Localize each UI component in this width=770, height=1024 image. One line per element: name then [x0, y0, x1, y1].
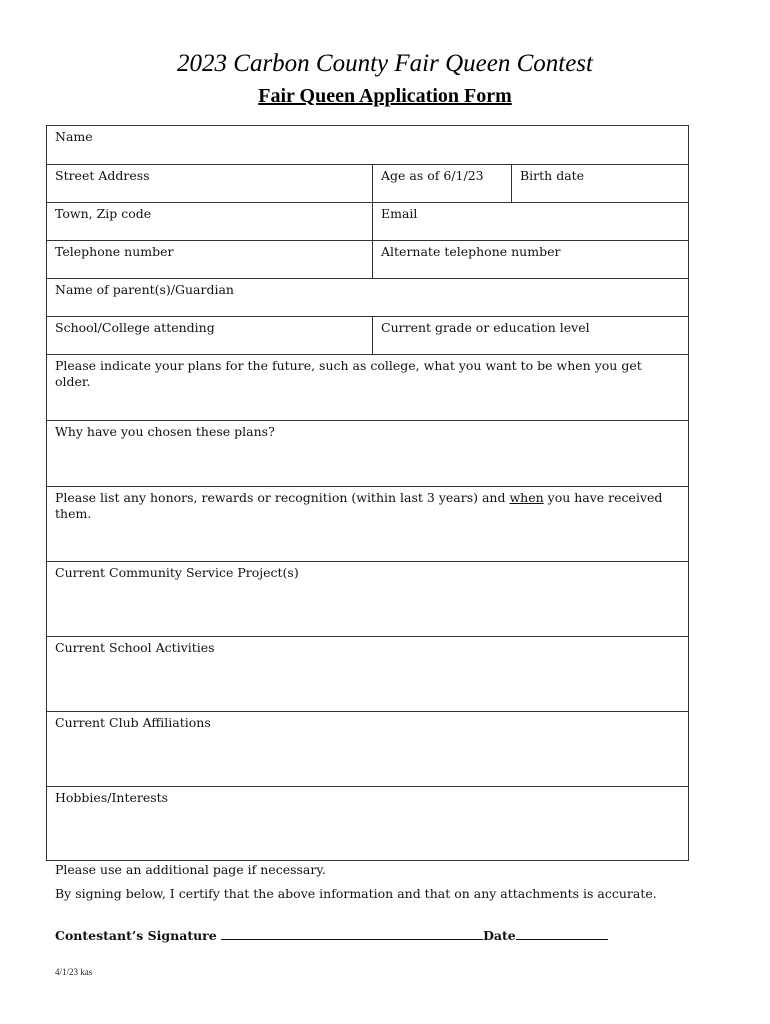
- row-community-service: [47, 561, 688, 636]
- row-address: [47, 164, 688, 202]
- alt-telephone-field[interactable]: [372, 241, 688, 278]
- club-affiliations-field[interactable]: [47, 712, 688, 786]
- street-address-field[interactable]: [47, 165, 372, 202]
- future-plans-label: Please indicate your plans for the future, such as college, what you want to be when you get older.: [55, 358, 642, 389]
- why-plans-label: Why have you chosen these plans?: [55, 424, 275, 439]
- row-parent: [47, 278, 688, 316]
- age-label: Age as of 6/1/23: [381, 168, 484, 183]
- community-service-field[interactable]: [47, 562, 688, 636]
- telephone-label: Telephone number: [55, 244, 174, 259]
- additional-page-note: Please use an additional page if necessary.: [55, 862, 326, 877]
- birth-date-label: Birth date: [520, 168, 585, 183]
- town-zip-field[interactable]: [47, 203, 372, 240]
- alt-telephone-label: Alternate telephone number: [381, 244, 561, 259]
- date-input-line[interactable]: [516, 927, 608, 940]
- hobbies-label: Hobbies/Interests: [55, 790, 169, 805]
- row-school-activities: [47, 636, 688, 711]
- parent-guardian-field[interactable]: [47, 279, 688, 316]
- row-honors: [47, 486, 688, 561]
- row-telephone: [47, 240, 688, 278]
- signature-label: Contestant’s Signature: [55, 928, 222, 943]
- email-label: Email: [381, 206, 418, 221]
- street-address-label: Street Address: [55, 168, 150, 183]
- honors-label-when: when: [509, 490, 544, 505]
- signature-line: [55, 927, 608, 943]
- honors-label-end: you have received them.: [55, 490, 663, 521]
- hobbies-field[interactable]: [47, 787, 688, 860]
- grade-label: Current grade or education level: [381, 320, 590, 335]
- row-school: [47, 316, 688, 354]
- row-future-plans: [47, 354, 688, 420]
- town-zip-label: Town, Zip code: [55, 206, 152, 221]
- certify-statement: By signing below, I certify that the above information and that on any attachments is accurate.: [55, 886, 657, 901]
- row-hobbies: [47, 786, 688, 860]
- name-field[interactable]: [47, 126, 688, 164]
- grade-field[interactable]: [372, 317, 688, 354]
- application-form-table: [46, 125, 689, 861]
- community-service-label: Current Community Service Project(s): [55, 565, 299, 580]
- form-subtitle: Fair Queen Application Form: [258, 85, 512, 107]
- honors-field[interactable]: [47, 487, 688, 561]
- why-plans-field[interactable]: [47, 421, 688, 486]
- honors-label-start: Please list any honors, rewards or recognition (within last 3 years) and: [55, 490, 510, 505]
- school-label: School/College attending: [55, 320, 215, 335]
- school-field[interactable]: [47, 317, 372, 354]
- birth-date-field[interactable]: [511, 165, 688, 202]
- row-name: [47, 126, 688, 164]
- revision-note: 4/1/23 kas: [55, 967, 93, 977]
- parent-guardian-label: Name of parent(s)/Guardian: [55, 282, 234, 297]
- age-field[interactable]: [372, 165, 511, 202]
- date-label: Date: [483, 928, 516, 943]
- name-label: Name: [55, 129, 93, 144]
- club-affiliations-label: Current Club Affiliations: [55, 715, 211, 730]
- telephone-field[interactable]: [47, 241, 372, 278]
- form-title: 2023 Carbon County Fair Queen Contest: [177, 50, 593, 77]
- row-town: [47, 202, 688, 240]
- row-club-affiliations: [47, 711, 688, 786]
- future-plans-field[interactable]: [47, 355, 688, 420]
- school-activities-field[interactable]: [47, 637, 688, 711]
- row-why-plans: [47, 420, 688, 486]
- signature-input-line[interactable]: [221, 927, 483, 940]
- school-activities-label: Current School Activities: [55, 640, 215, 655]
- email-field[interactable]: [372, 203, 688, 240]
